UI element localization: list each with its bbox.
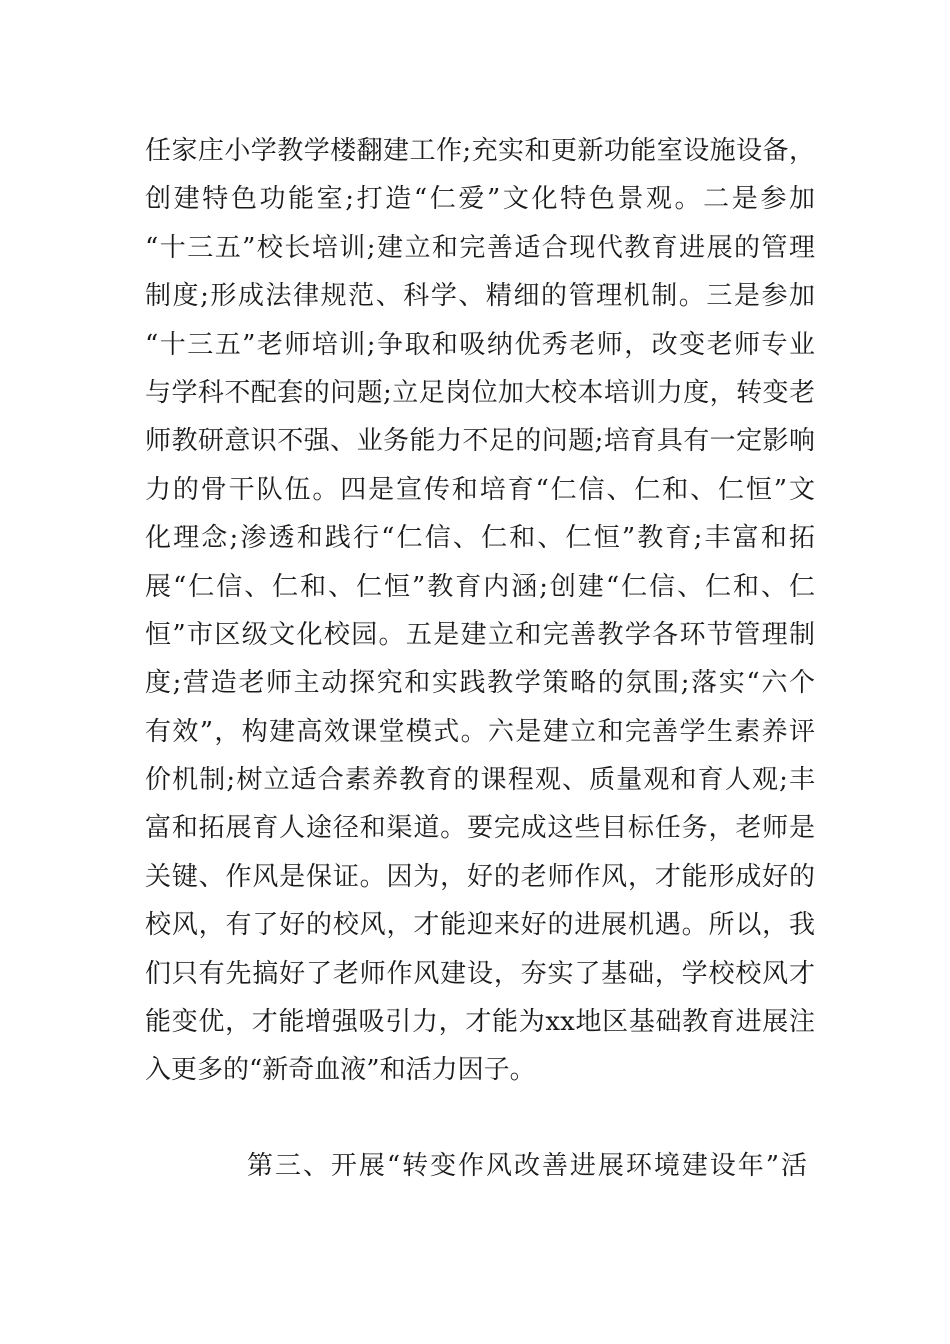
paragraph-line: 制度;形成法律规范、科学、精细的管理机制。三是参加 — [145, 281, 815, 312]
paragraph-line: 们只有先搞好了老师作风建设，夯实了基础，学校校风才 — [145, 958, 815, 989]
body-paragraph — [145, 127, 815, 1095]
paragraph-line: 关键、作风是保证。因为，好的老师作风，才能形成好的 — [145, 861, 815, 892]
paragraph-line: 任家庄小学教学楼翻建工作;充实和更新功能室设施设备， — [145, 136, 815, 166]
paragraph-line: 创建特色功能室;打造“仁爱”文化特色景观。二是参加 — [145, 184, 815, 215]
paragraph-line: 度;营造老师主动探究和实践教学策略的氛围;落实“六个 — [145, 668, 815, 699]
paragraph-line: 化理念;渗透和践行“仁信、仁和、仁恒”教育;丰富和拓 — [145, 523, 815, 554]
paragraph-line: 师教研意识不强、业务能力不足的问题;培育具有一定影响 — [145, 426, 815, 457]
paragraph-line: 富和拓展育人途径和渠道。要完成这些目标任务，老师是 — [145, 813, 815, 844]
paragraph-line: 展“仁信、仁和、仁恒”教育内涵;创建“仁信、仁和、仁 — [145, 571, 815, 602]
paragraph-line: 价机制;树立适合素养教育的课程观、质量观和育人观;丰 — [145, 765, 815, 796]
paragraph-line: 力的骨干队伍。四是宣传和培育“仁信、仁和、仁恒”文 — [145, 474, 815, 505]
paragraph-line: “十三五”校长培训;建立和完善适合现代教育进展的管理 — [145, 232, 815, 263]
paragraph-line: 校风，有了好的校风，才能迎来好的进展机遇。所以，我 — [145, 910, 815, 941]
paragraph-line: 能变优，才能增强吸引力，才能为xx地区基础教育进展注 — [145, 1007, 815, 1038]
section-heading: 第三、开展“转变作风改善进展环境建设年”活 — [247, 1151, 807, 1181]
paragraph-line: 恒”市区级文化校园。五是建立和完善教学各环节管理制 — [145, 619, 815, 650]
paragraph-line: 有效”，构建高效课堂模式。六是建立和完善学生素养评 — [145, 716, 815, 747]
paragraph-line: “十三五”老师培训;争取和吸纳优秀老师，改变老师专业 — [145, 329, 815, 360]
paragraph-line: 与学科不配套的问题;立足岗位加大校本培训力度，转变老 — [145, 377, 815, 408]
paragraph-line-last: 入更多的“新奇血液”和活力因子。 — [145, 1055, 536, 1086]
